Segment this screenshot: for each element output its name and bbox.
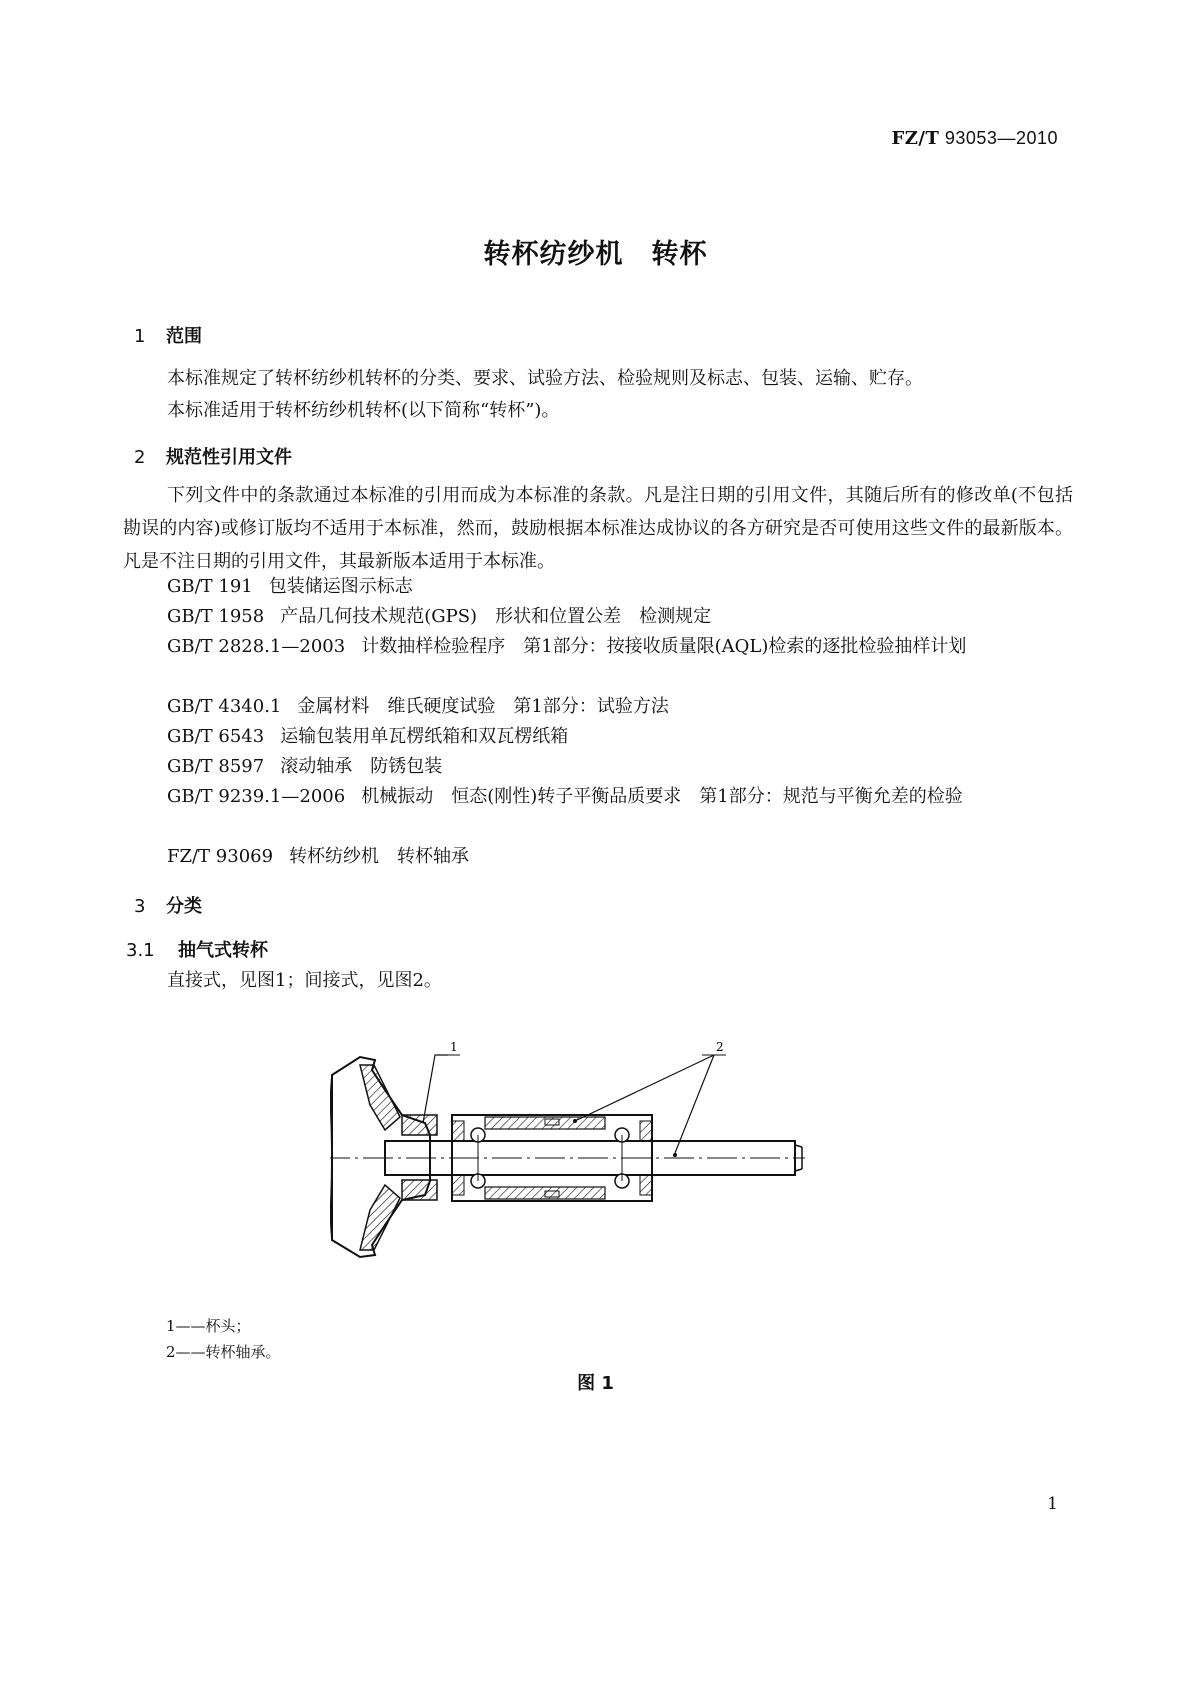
- section-number: 3: [134, 896, 146, 917]
- section-title: 规范性引用文件: [166, 447, 292, 468]
- leader-line-1: [423, 1055, 448, 1123]
- reference-item: [123, 571, 1073, 603]
- section-2-heading: [134, 443, 292, 469]
- reference-title: 产品几何技术规范(GPS) 形状和位置公差 检测规定: [280, 606, 712, 627]
- document-title: 转杯纺纱机 转杯: [483, 239, 708, 270]
- reference-code: GB/T 9239.1—2006: [167, 786, 346, 807]
- hub-upper: [402, 1115, 437, 1135]
- reference-title: 计数抽样检验程序 第1部分：按接收质量限(AQL)检索的逐批检验抽样计划: [361, 636, 967, 657]
- reference-item: [123, 751, 1073, 783]
- page-number: 1: [1047, 1494, 1058, 1514]
- reference-title: 滚动轴承 防锈包装: [280, 756, 443, 777]
- section-3-heading: [134, 892, 202, 918]
- reference-item: [123, 691, 1073, 723]
- section-1-paragraph-2: 本标准适用于转杯纺纱机转杯(以下简称“转杯”)。: [167, 400, 560, 421]
- reference-title: 金属材料 维氏硬度试验 第1部分：试验方法: [297, 696, 669, 717]
- hub-lower: [402, 1180, 437, 1200]
- leader-line-2a: [575, 1055, 714, 1121]
- leader-line-2b: [675, 1055, 714, 1153]
- figure-caption: 图 1: [577, 1373, 614, 1394]
- reference-title: 转杯纺纱机 转杯轴承: [289, 846, 470, 867]
- reference-item: [123, 631, 1073, 663]
- standard-year: 93053—2010: [944, 128, 1058, 148]
- standard-number: [891, 128, 1058, 149]
- reference-code: GB/T 1958: [167, 606, 265, 627]
- rotor-cup-drawing: [330, 1035, 810, 1265]
- reference-title: 机械振动 恒态(刚性)转子平衡品质要求 第1部分：规范与平衡允差的检验: [361, 786, 963, 807]
- reference-code: GB/T 4340.1: [167, 696, 282, 717]
- reference-item: [123, 781, 1073, 813]
- figure-legend-1: 1——杯头；: [166, 1317, 251, 1335]
- cup-wall-upper: [360, 1065, 400, 1130]
- reference-title: 运输包装用单瓦楞纸箱和双瓦楞纸箱: [280, 726, 569, 747]
- reference-item: [123, 601, 1073, 633]
- cup-wall-lower: [360, 1185, 400, 1250]
- subsection-3-1-heading: [126, 936, 268, 962]
- subsection-number: 3.1: [126, 940, 155, 961]
- reference-code: GB/T 191: [167, 576, 253, 597]
- reference-title: 包装储运图示标志: [268, 576, 413, 597]
- figure-legend-2: 2——转杯轴承。: [166, 1343, 281, 1361]
- callout-1: 1: [450, 1040, 458, 1054]
- reference-code: GB/T 8597: [167, 756, 265, 777]
- section-number: 2: [134, 447, 146, 468]
- reference-code: FZ/T 93069: [167, 846, 274, 867]
- reference-item: [123, 721, 1073, 753]
- subsection-title: 抽气式转杯: [178, 940, 268, 961]
- reference-item: [123, 841, 1073, 873]
- section-2-intro: 下列文件中的条款通过本标准的引用而成为本标准的条款。凡是注日期的引用文件，其随后所有的修改单(不包括勘误的内容)或修订版均不适用于本标准，然而，鼓励根据本标准达成协议的各方研究是否可使用这些文件的最新版本。凡是不注日期的引用文件，其最新版本适用于本标准。: [123, 485, 1073, 572]
- section-1-paragraph-1: 本标准规定了转杯纺纱机转杯的分类、要求、试验方法、检验规则及标志、包装、运输、贮存。: [167, 368, 923, 389]
- standard-code: FZ/T: [891, 128, 940, 149]
- section-title: 范围: [166, 326, 202, 347]
- section-title: 分类: [166, 896, 202, 917]
- reference-code: GB/T 2828.1—2003: [167, 636, 346, 657]
- subsection-3-1-text: 直接式，见图1；间接式，见图2。: [167, 970, 442, 991]
- section-1-heading: [134, 322, 202, 348]
- callout-2: 2: [716, 1040, 724, 1054]
- reference-code: GB/T 6543: [167, 726, 265, 747]
- section-number: 1: [134, 326, 146, 347]
